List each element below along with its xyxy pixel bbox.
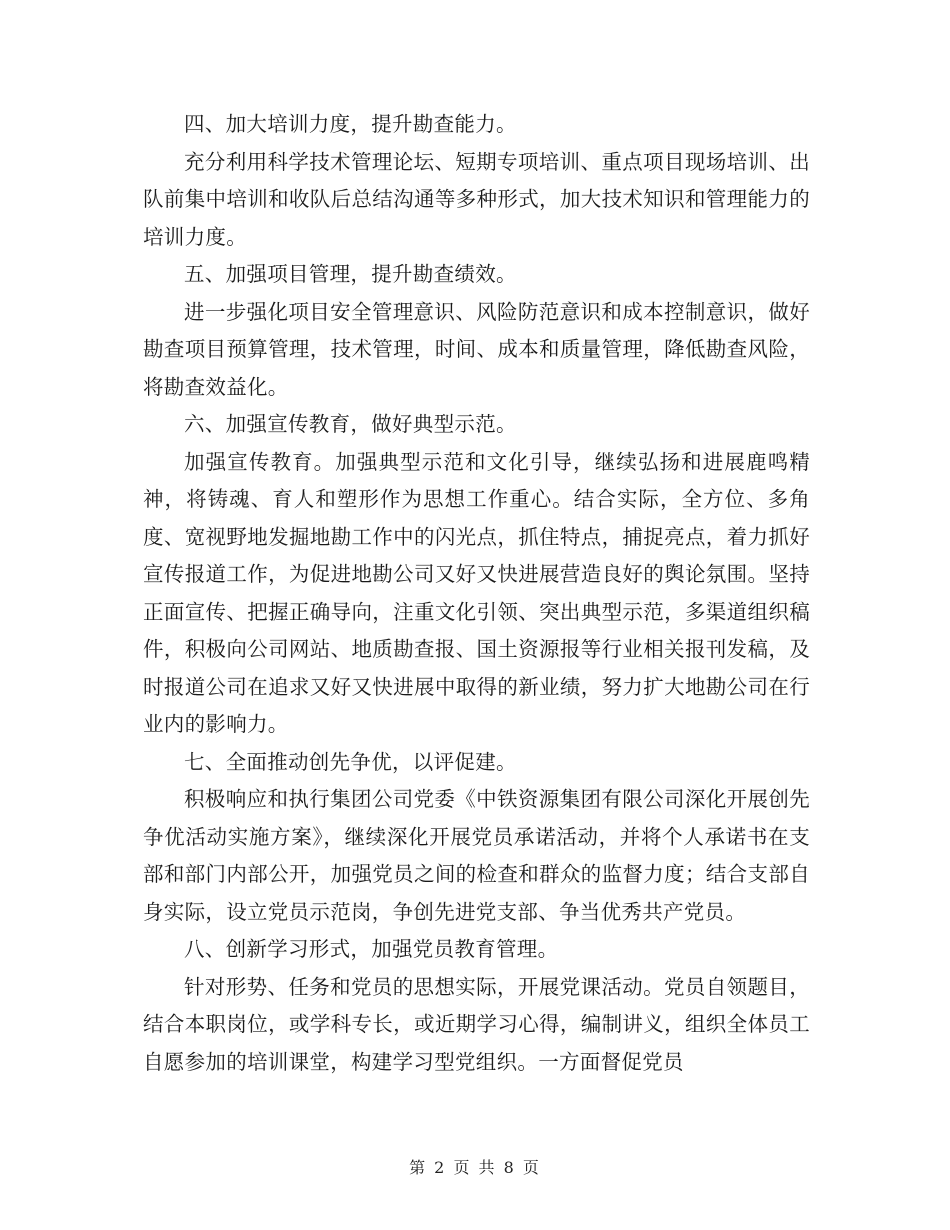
section-heading-5: 五、加强项目管理，提升勘查绩效。 xyxy=(184,262,517,286)
paragraph-publicity: 加强宣传教育。加强典型示范和文化引导，继续弘扬和进展鹿鸣精神，将铸魂、育人和塑形作为思想工作重心。结合实际，全方位、多角度、宽视野地发掘地勘工作中的闪光点，抓住特点，捕捉亮点，着力抓好宣传报道工作，为促进地勘公司又好又快进展营造良好的舆论氛围。坚持正面宣传、把握正确导向，注重文化引领、突出典型示范，多渠道组织稿件，积极向公司网站、地质勘查报、国土资源报等行业相关报刊发稿，及时报道公司在追求又好又快进展中取得的新业绩，努力扩大地勘公司在行业内的影响力。 xyxy=(143,449,810,736)
paragraph-learning: 针对形势、任务和党员的思想实际，开展党课活动。党员自领题目，结合本职岗位，或学科专长，或近期学习心得，编制讲义，组织全体员工自愿参加的培训课堂，构建学习型党组织。一方面督促党员 xyxy=(143,974,810,1074)
section-heading-8: 八、创新学习形式，加强党员教育管理。 xyxy=(184,937,559,961)
paragraph-training: 充分利用科学技术管理论坛、短期专项培训、重点项目现场培训、出队前集中培训和收队后总结沟通等多种形式，加大技术知识和管理能力的培训力度。 xyxy=(143,149,810,249)
document-body xyxy=(143,106,810,1081)
section-heading-6: 六、加强宣传教育，做好典型示范。 xyxy=(184,412,517,436)
paragraph-project-management: 进一步强化项目安全管理意识、风险防范意识和成本控制意识，做好勘查项目预算管理，技术管理，时间、成本和质量管理，降低勘查风险，将勘查效益化。 xyxy=(143,299,810,399)
section-heading-7: 七、全面推动创先争优，以评促建。 xyxy=(184,749,517,774)
section-heading-4: 四、加大培训力度，提升勘查能力。 xyxy=(184,112,517,136)
paragraph-excellence: 积极响应和执行集团公司党委《中铁资源集团有限公司深化开展创先争优活动实施方案》，继续深化开展党员承诺活动，并将个人承诺书在支部和部门内部公开，加强党员之间的检查和群众的监督力度；结合支部自身实际，设立党员示范岗，争创先进党支部、争当优秀共产党员。 xyxy=(143,787,810,924)
page-number-footer: 第 2 页 共 8 页 xyxy=(409,1158,541,1177)
